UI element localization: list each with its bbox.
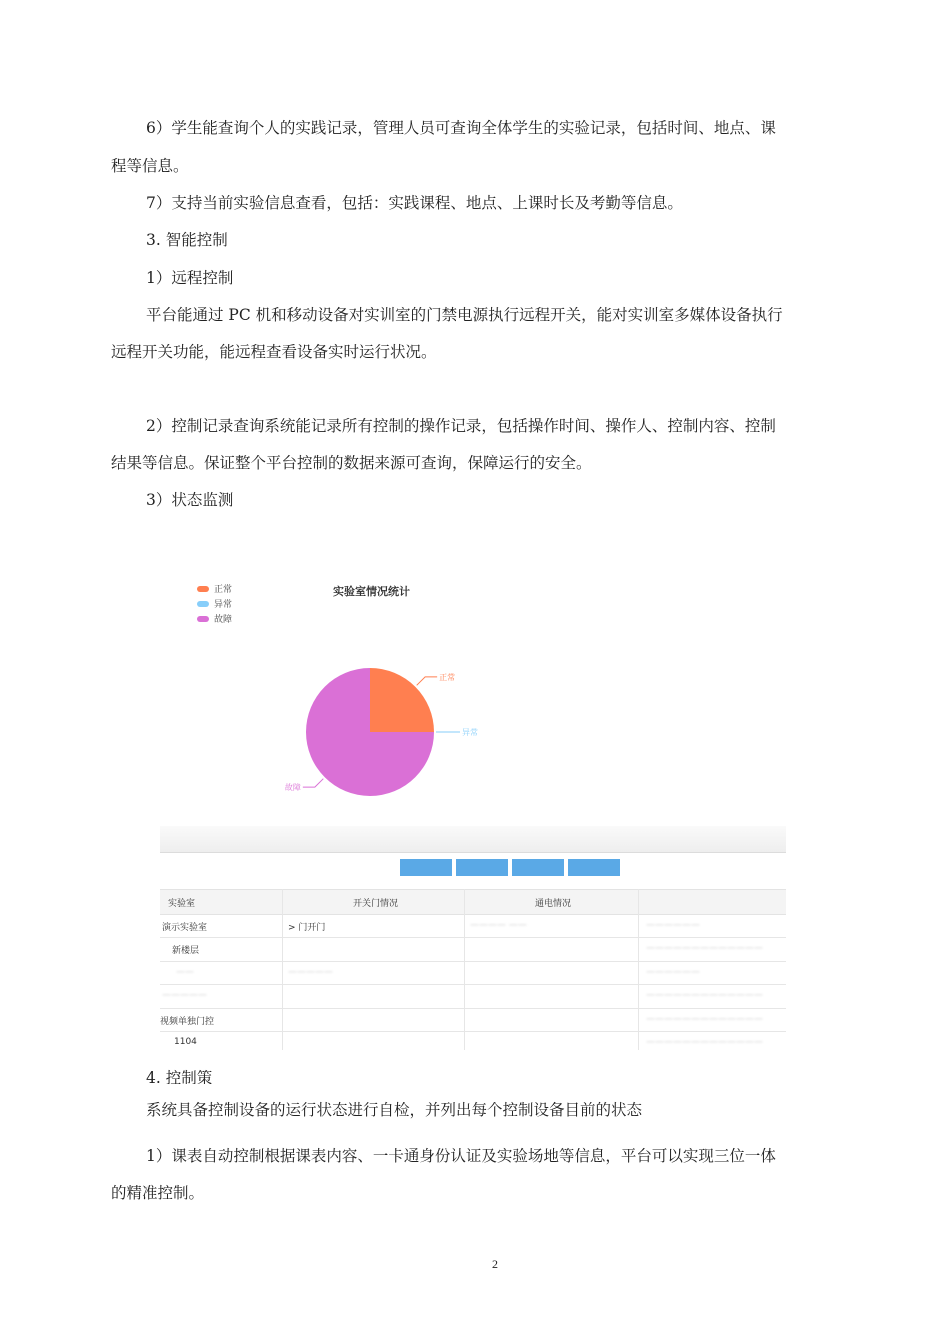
- pie-leader-2: [303, 779, 323, 787]
- schedule-control-line2: 的精准控制。: [111, 1184, 205, 1202]
- table-row-lab: 1104: [174, 1037, 197, 1047]
- table-toolbar: [160, 826, 786, 853]
- subheading-remote-control: 1）远程控制: [146, 269, 234, 287]
- section-heading-3: 3. 智能控制: [146, 231, 228, 249]
- table-row-lab: 视频单独门控: [160, 1017, 215, 1027]
- table-row-lab: 演示实验室: [162, 923, 208, 933]
- schedule-control-line1: 1）课表自动控制根据课表内容、一卡通身份认证及实验场地等信息，平台可以实现三位一体: [146, 1147, 776, 1165]
- table-button[interactable]: [568, 859, 620, 876]
- table-header: [160, 889, 786, 915]
- pie-label-0: 正常: [439, 672, 456, 682]
- section-heading-4: 4. 控制策: [146, 1069, 213, 1084]
- table-button-group: [400, 859, 624, 876]
- table-row-door: > 门开门: [288, 923, 326, 933]
- legend-label-fault: 故障: [214, 615, 233, 625]
- legend-label-normal: 正常: [214, 585, 233, 595]
- self-check-paragraph: 系统具备控制设备的运行状态进行自检，并列出每个控制设备目前的状态: [146, 1101, 643, 1119]
- remote-control-line2: 远程开关功能，能远程查看设备实时运行状况。: [111, 343, 437, 361]
- table-header-lab: 实验室: [168, 899, 196, 909]
- legend-label-abnormal: 异常: [214, 600, 233, 610]
- subheading-status-monitor: 3）状态监测: [146, 491, 234, 509]
- pie-label-2: 故障: [284, 783, 301, 793]
- table-row-lab: 新楼层: [172, 946, 200, 956]
- paragraph-6-line1: 6）学生能查询个人的实践记录，管理人员可查询全体学生的实验记录，包括时间、地点、课: [146, 119, 776, 137]
- control-record-line2: 结果等信息。保证整个平台控制的数据来源可查询，保障运行的安全。: [111, 454, 592, 472]
- pie-label-1: 异常: [462, 728, 478, 737]
- paragraph-6-line2: 程等信息。: [111, 157, 189, 175]
- table-button[interactable]: [400, 859, 452, 876]
- chart-title: 实验室情况统计: [333, 585, 410, 598]
- paragraph-7: 7）支持当前实验信息查看，包括：实践课程、地点、上课时长及考勤等信息。: [146, 194, 683, 212]
- table-header-power: 通电情况: [535, 899, 572, 909]
- table-header-door: 开关门情况: [353, 899, 399, 909]
- table-button[interactable]: [456, 859, 508, 876]
- pie-leader-0: [417, 677, 437, 685]
- remote-control-line1: 平台能通过 PC 机和移动设备对实训室的门禁电源执行远程开关，能对实训室多媒体设备执行: [146, 306, 783, 324]
- page-number: 2: [492, 1257, 498, 1271]
- table-button[interactable]: [512, 859, 564, 876]
- lab-status-table: 实验室 开关门情况 通电情况 演示实验室 > 门开门 ———— —— —————— 新楼层 ————————————— —— ————— —————— ————— ————————————— 视频单独门控 ————————————— 1104 —————————————: [160, 826, 786, 1050]
- control-record-line1: 2）控制记录查询系统能记录所有控制的操作记录，包括操作时间、操作人、控制内容、控制: [146, 417, 776, 435]
